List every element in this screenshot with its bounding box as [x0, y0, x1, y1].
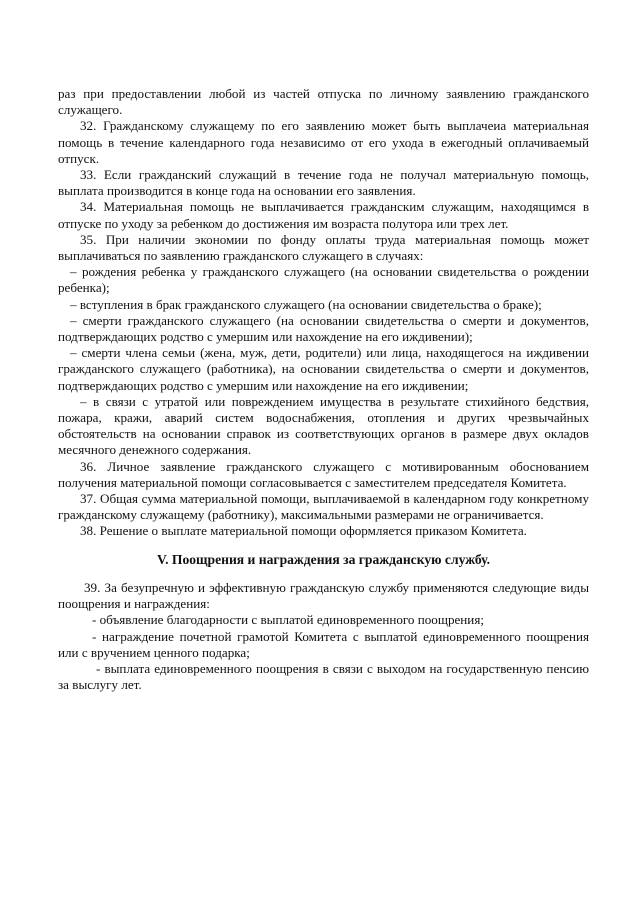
paragraph-35: 35. При наличии экономии по фонду оплаты труда материальная помощь может выплачиваться по заявлению гражданского служащего в случаях:: [58, 231, 589, 264]
list-item-gratitude: - объявление благодарности с выплатой единовременного поощрения;: [92, 612, 484, 628]
section-heading: V. Поощрения и награждения за гражданскую службу.: [157, 551, 490, 567]
list-item-marriage: – вступления в брак гражданского служащего (на основании свидетельства о браке);: [70, 296, 542, 312]
list-item-property-loss: – в связи с утратой или повреждением имущества в результате стихийного бедствия, пожара, кражи, аварий систем водоснабжения, отопления и других чрезвычайных обстоятельств на основании справок из соответствующих органов в размере двух окладов месячного денежного содержания.: [58, 393, 589, 458]
paragraph-39: 39. За безупречную и эффективную гражданскую службу применяются следующие виды поощрения и награждения:: [58, 579, 589, 612]
paragraph-36: 36. Личное заявление гражданского служащего с мотивированным обоснованием получения материальной помощи согласовывается с заместителем председателя Комитета.: [58, 458, 589, 490]
paragraph-37: 37. Общая сумма материальной помощи, выплачиваемой в календарном году конкретному гражданскому служащему (работнику), максимальными размерами не ограничивается.: [58, 491, 589, 523]
document-page: [58, 86, 589, 693]
list-item-pension-bonus: - выплата единовременного поощрения в связи с выходом на государственную пенсию за выслугу лет.: [58, 660, 589, 693]
list-item-death-employee: – смерти гражданского служащего (на основании свидетельства о смерти и документов, подтверждающих родство с умершим или нахождение на его иждивении);: [58, 312, 589, 345]
paragraph-33: 33. Если гражданский служащий в течение года не получал материальную помощь, выплата производится в конце года на основании его заявления.: [58, 167, 589, 199]
paragraph-32: 32. Гражданскому служащему по его заявлению может быть выплачеиа материальная помощь в течение календарного года независимо от его ухода в ежегодный оплачиваемый отпуск.: [58, 118, 589, 166]
paragraph-continuation: раз при предоставлении любой из частей отпуска по личному заявлению гражданского служащего.: [58, 86, 589, 118]
list-item-birth: – рождения ребенка у гражданского служащего (на основании свидетельства о рождении ребенка);: [58, 264, 589, 296]
paragraph-38: 38. Решение о выплате материальной помощи оформляется приказом Комитета.: [80, 523, 527, 539]
paragraph-34: 34. Материальная помощь не выплачивается гражданским служащим, находящимся в отпуске по уходу за ребенком до достижения им возраста полутора или трех лет.: [58, 199, 589, 231]
list-item-certificate: - награждение почетной грамотой Комитета с выплатой единовременного поощрения или с вручением ценного подарка;: [58, 628, 589, 660]
list-item-death-family: – смерти члена семьи (жена, муж, дети, родители) или лица, находящегося на иждивении гражданского служащего (работника), на основании свидетельства о смерти и документов, подтверждающих родство с умершим или нахождение на его иждивении;: [58, 345, 589, 393]
